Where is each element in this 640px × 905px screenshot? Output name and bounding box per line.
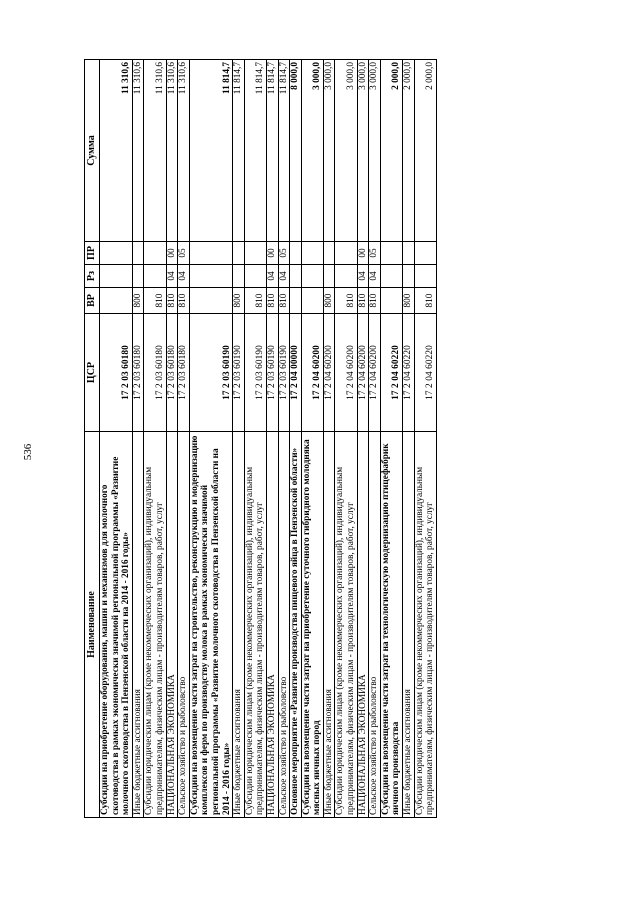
row-csr-cell: 17 2 04 00000 [290,314,302,432]
row-name-cell: Основное мероприятие «Развитие производства пищевого яйца в Пензенской области» [290,432,302,818]
row-rz-cell [323,265,335,288]
row-rz-cell [244,265,266,288]
row-name-cell: Субсидии на приобретение оборудования, машин и механизмов для молочного скотоводства в рамках экономически значимой региональной программы «Развитие молочного скотоводства в Пензенской области на 2014 - 2016 годы» [100,432,133,818]
header-csr: ЦСР [85,314,100,432]
row-csr-cell: 17 2 03 60190 [233,314,245,432]
table-row [278,60,290,818]
row-vr-cell [189,288,232,314]
row-sum-cell: 3 000,0 [301,60,323,242]
row-csr-cell: 17 2 03 60180 [166,314,178,432]
row-sum-cell: 3 000,0 [335,60,357,242]
row-rz-cell: 04 [278,265,290,288]
row-sum-cell: 2 000,0 [403,60,415,242]
row-csr-cell: 17 2 04 60200 [335,314,357,432]
table-row [266,60,278,818]
row-pr-cell: 05 [369,242,381,265]
row-sum-cell: 8 000,0 [290,60,302,242]
row-pr-cell: 05 [178,242,190,265]
row-sum-cell: 11 310,6 [100,60,133,242]
row-vr-cell: 810 [369,288,381,314]
header-pr: ПР [85,242,100,265]
row-rz-cell [144,265,166,288]
row-pr-cell [233,242,245,265]
table-row [403,60,415,818]
row-pr-cell: 00 [357,242,369,265]
row-pr-cell: 00 [266,242,278,265]
row-vr-cell: 810 [278,288,290,314]
row-name-cell: Иные бюджетные ассигнования [323,432,335,818]
table-row [357,60,369,818]
row-name-cell: Субсидии юридическим лицам (кроме некоммерческих организаций), индивидуальным предпринимателям, физическим лицам - производителям товаров, работ, услуг [414,432,436,818]
table-row [301,60,323,818]
row-csr-cell: 17 2 04 60200 [301,314,323,432]
row-sum-cell: 11 814,7 [244,60,266,242]
row-rz-cell [335,265,357,288]
table-row [290,60,302,818]
row-pr-cell [132,242,144,265]
row-name-cell: Субсидии юридическим лицам (кроме некоммерческих организаций), индивидуальным предпринимателям, физическим лицам - производителям товаров, работ, услуг [244,432,266,818]
row-name-cell: Сельское хозяйство и рыболовство [278,432,290,818]
row-rz-cell [132,265,144,288]
row-vr-cell: 800 [233,288,245,314]
row-name-cell: НАЦИОНАЛЬНАЯ ЭКОНОМИКА [357,432,369,818]
row-csr-cell: 17 2 04 60200 [357,314,369,432]
row-csr-cell: 17 2 04 60200 [369,314,381,432]
row-vr-cell: 810 [166,288,178,314]
row-sum-cell: 11 310,6 [132,60,144,242]
row-rz-cell: 04 [369,265,381,288]
row-name-cell: НАЦИОНАЛЬНАЯ ЭКОНОМИКА [166,432,178,818]
row-rz-cell: 04 [357,265,369,288]
row-pr-cell [301,242,323,265]
row-name-cell: Сельское хозяйство и рыболовство [178,432,190,818]
row-sum-cell: 11 310,6 [178,60,190,242]
row-vr-cell: 810 [335,288,357,314]
table-body [100,60,437,818]
row-name-cell: Субсидии на возмещение части затрат на технологическую модернизацию птицефабрик яичного производства [380,432,402,818]
table-row [144,60,166,818]
row-vr-cell [100,288,133,314]
table-row [380,60,402,818]
row-pr-cell: 00 [166,242,178,265]
row-name-cell: Субсидии на возмещение части затрат на приобретение суточного гибридного молодняка мясных яичных пород [301,432,323,818]
row-vr-cell: 800 [403,288,415,314]
row-csr-cell: 17 2 03 60190 [266,314,278,432]
row-vr-cell: 810 [178,288,190,314]
row-pr-cell: 05 [278,242,290,265]
row-pr-cell [414,242,436,265]
row-vr-cell: 810 [357,288,369,314]
table-row [166,60,178,818]
row-rz-cell [403,265,415,288]
header-sum: Сумма [85,60,100,242]
table-row [189,60,232,818]
row-csr-cell: 17 2 03 60190 [244,314,266,432]
row-rz-cell [100,265,133,288]
budget-table [84,59,437,818]
row-sum-cell: 11 814,7 [233,60,245,242]
row-csr-cell: 17 2 03 60180 [144,314,166,432]
header-name: Наименование [85,432,100,818]
table-row [369,60,381,818]
row-rz-cell: 04 [166,265,178,288]
row-sum-cell: 3 000,0 [323,60,335,242]
row-vr-cell [380,288,402,314]
table-row [132,60,144,818]
row-pr-cell [380,242,402,265]
row-pr-cell [144,242,166,265]
row-rz-cell [380,265,402,288]
table-row [178,60,190,818]
row-sum-cell: 11 814,7 [278,60,290,242]
header-vr: ВР [85,288,100,314]
table-row [100,60,133,818]
row-rz-cell [301,265,323,288]
row-rz-cell [290,265,302,288]
row-sum-cell: 11 814,7 [189,60,232,242]
row-csr-cell: 17 2 04 60220 [414,314,436,432]
row-sum-cell: 2 000,0 [414,60,436,242]
row-rz-cell: 04 [178,265,190,288]
row-sum-cell: 2 000,0 [380,60,402,242]
page-number: 536 [22,443,34,461]
row-csr-cell: 17 2 03 60180 [132,314,144,432]
table-row [244,60,266,818]
row-csr-cell: 17 2 03 60180 [100,314,133,432]
row-vr-cell: 810 [266,288,278,314]
row-vr-cell [301,288,323,314]
row-rz-cell: 04 [266,265,278,288]
row-csr-cell: 17 2 04 60200 [323,314,335,432]
table-row [233,60,245,818]
rotated-page [84,60,564,818]
row-name-cell: Иные бюджетные ассигнования [132,432,144,818]
row-name-cell: Сельское хозяйство и рыболовство [369,432,381,818]
row-sum-cell: 3 000,0 [369,60,381,242]
row-vr-cell: 810 [244,288,266,314]
row-vr-cell: 810 [414,288,436,314]
row-sum-cell: 11 814,7 [266,60,278,242]
row-name-cell: Субсидии на возмещение части затрат на строительство, реконструкцию и модернизацию комплексов и ферм по производству молока в рамках экономически значимой региональной программы «Развитие молочного скотоводства в Пензенской области на 2014 - 2016 годы» [189,432,232,818]
row-csr-cell: 17 2 03 60190 [189,314,232,432]
row-name-cell: НАЦИОНАЛЬНАЯ ЭКОНОМИКА [266,432,278,818]
row-csr-cell: 17 2 03 60190 [278,314,290,432]
row-pr-cell [244,242,266,265]
row-sum-cell: 11 310,6 [144,60,166,242]
header-rz: Рз [85,265,100,288]
table-row [323,60,335,818]
table-row [414,60,436,818]
row-name-cell: Иные бюджетные ассигнования [233,432,245,818]
row-sum-cell: 11 310,6 [166,60,178,242]
row-rz-cell [233,265,245,288]
row-name-cell: Субсидии юридическим лицам (кроме некоммерческих организаций), индивидуальным предпринимателям, физическим лицам - производителям товаров, работ, услуг [144,432,166,818]
row-csr-cell: 17 2 04 60220 [380,314,402,432]
row-pr-cell [335,242,357,265]
row-name-cell: Субсидии юридическим лицам (кроме некоммерческих организаций), индивидуальным предпринимателям, физическим лицам - производителям товаров, работ, услуг [335,432,357,818]
row-csr-cell: 17 2 03 60180 [178,314,190,432]
row-vr-cell [290,288,302,314]
row-rz-cell [189,265,232,288]
row-vr-cell: 800 [323,288,335,314]
row-pr-cell [323,242,335,265]
row-pr-cell [189,242,232,265]
row-csr-cell: 17 2 04 60220 [403,314,415,432]
row-pr-cell [290,242,302,265]
table-header-row [85,60,100,818]
table-row [335,60,357,818]
row-name-cell: Иные бюджетные ассигнования [403,432,415,818]
row-vr-cell: 810 [144,288,166,314]
row-pr-cell [100,242,133,265]
row-vr-cell: 800 [132,288,144,314]
row-pr-cell [403,242,415,265]
row-sum-cell: 3 000,0 [357,60,369,242]
row-rz-cell [414,265,436,288]
